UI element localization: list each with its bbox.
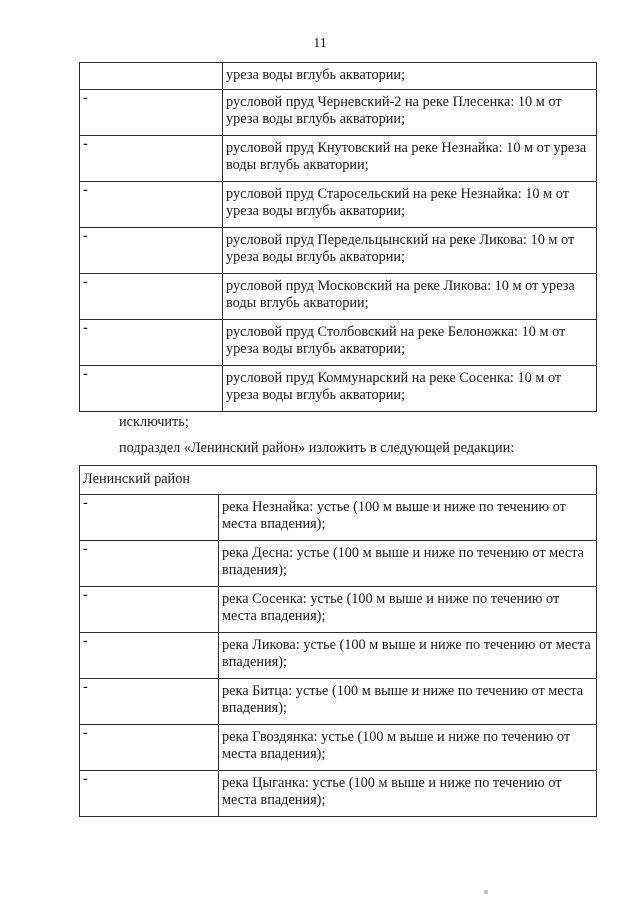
- marker-cell: [80, 320, 223, 366]
- marker-cell: [80, 274, 223, 320]
- ponds-table: [79, 62, 597, 412]
- description-cell: русловой пруд Черневский-2 на реке Плесенка: 10 м от уреза воды вглубь акватории;: [223, 90, 597, 136]
- row-marker: -: [83, 587, 88, 603]
- marker-cell: [80, 228, 223, 274]
- row-marker: -: [83, 90, 88, 106]
- description-cell: река Ликова: устье (100 м выше и ниже по течению от места впадения);: [219, 633, 597, 679]
- description-cell: русловой пруд Кнутовский на реке Незнайка: 10 м от уреза воды вглубь акватории;: [223, 136, 597, 182]
- marker-cell: [80, 366, 223, 412]
- row-marker: -: [83, 228, 88, 244]
- description-cell: русловой пруд Передельцынский на реке Ликова: 10 м от уреза воды вглубь акватории;: [223, 228, 597, 274]
- description-cell: русловой пруд Коммунарский на реке Сосенка: 10 м от уреза воды вглубь акватории;: [223, 366, 597, 412]
- row-marker: -: [83, 679, 88, 695]
- description-cell: река Десна: устье (100 м выше и ниже по течению от места впадения);: [219, 541, 597, 587]
- table-row: [80, 495, 597, 541]
- table-row: [80, 679, 597, 725]
- description-cell: русловой пруд Старосельский на реке Незнайка: 10 м от уреза воды вглубь акватории;: [223, 182, 597, 228]
- table-row: [80, 320, 597, 366]
- row-marker: -: [83, 771, 88, 787]
- rivers-table: [79, 465, 597, 817]
- row-marker: -: [83, 633, 88, 649]
- description-cell: уреза воды вглубь акватории;: [223, 63, 597, 90]
- description-cell: река Незнайка: устье (100 м выше и ниже по течению от места впадения);: [219, 495, 597, 541]
- table-row: [80, 725, 597, 771]
- row-marker: -: [83, 495, 88, 511]
- description-cell: река Сосенка: устье (100 м выше и ниже по течению от места впадения);: [219, 587, 597, 633]
- row-marker: -: [83, 366, 88, 382]
- description-cell: русловой пруд Московский на реке Ликова: 10 м от уреза воды вглубь акватории;: [223, 274, 597, 320]
- page-number: 11: [313, 36, 327, 51]
- row-marker: -: [83, 541, 88, 557]
- table-header-row: [80, 466, 597, 495]
- row-marker: -: [83, 136, 88, 152]
- scan-speck: [484, 890, 488, 894]
- marker-cell: [80, 633, 219, 679]
- marker-cell: [80, 182, 223, 228]
- table-row: [80, 633, 597, 679]
- description-cell: река Битца: устье (100 м выше и ниже по течению от места впадения);: [219, 679, 597, 725]
- row-marker: -: [83, 182, 88, 198]
- marker-cell: [80, 725, 219, 771]
- marker-cell: [80, 771, 219, 817]
- table-row: [80, 90, 597, 136]
- table-row: [80, 366, 597, 412]
- marker-cell: [80, 90, 223, 136]
- marker-cell: [80, 495, 219, 541]
- marker-cell: [80, 587, 219, 633]
- table-row: [80, 136, 597, 182]
- description-cell: русловой пруд Столбовский на реке Белоножка: 10 м от уреза воды вглубь акватории;: [223, 320, 597, 366]
- subsection-paragraph: подраздел «Ленинский район» изложить в следующей редакции:: [119, 440, 515, 456]
- description-cell: река Гвоздянка: устье (100 м выше и ниже по течению от места впадения);: [219, 725, 597, 771]
- table-row: [80, 771, 597, 817]
- table-row: [80, 541, 597, 587]
- exclude-paragraph: исключить;: [119, 414, 189, 430]
- table-row: [80, 274, 597, 320]
- row-marker: -: [83, 274, 88, 290]
- district-header: Ленинский район: [80, 466, 597, 495]
- marker-cell: [80, 136, 223, 182]
- table-row: [80, 63, 597, 90]
- row-marker: -: [83, 320, 88, 336]
- table-row: [80, 228, 597, 274]
- table-row: [80, 587, 597, 633]
- marker-cell: [80, 541, 219, 587]
- marker-cell: [80, 63, 223, 90]
- description-cell: река Цыганка: устье (100 м выше и ниже по течению от места впадения);: [219, 771, 597, 817]
- marker-cell: [80, 679, 219, 725]
- row-marker: -: [83, 725, 88, 741]
- table-row: [80, 182, 597, 228]
